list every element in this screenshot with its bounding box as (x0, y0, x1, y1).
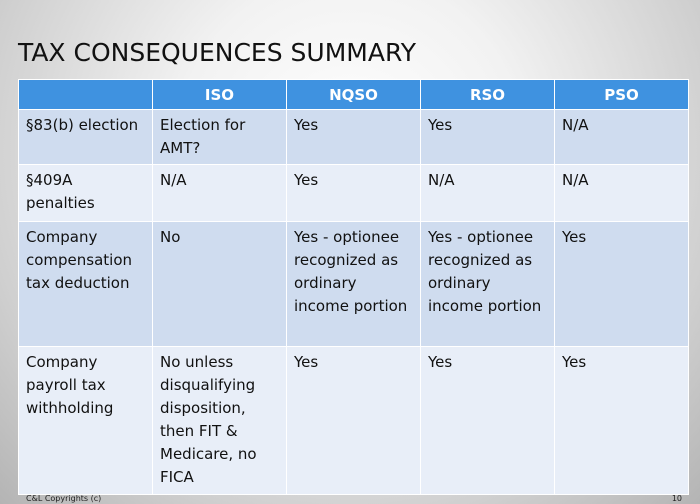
table-row (19, 110, 689, 165)
row-label: §83(b) election (19, 110, 153, 165)
table-cell: Election for AMT? (153, 110, 287, 165)
table-cell: N/A (555, 110, 689, 165)
table-row (19, 165, 689, 222)
table-cell: Yes (555, 347, 689, 495)
tax-summary-table (18, 79, 689, 495)
header-cell-rso: RSO (421, 80, 555, 110)
table-cell: Yes (287, 110, 421, 165)
table-row (19, 222, 689, 347)
header-cell-iso: ISO (153, 80, 287, 110)
header-row (19, 80, 689, 110)
header-cell-nqso: NQSO (287, 80, 421, 110)
table-cell: No unless disqualifying disposition, then FIT & Medicare, no FICA (153, 347, 287, 495)
header-cell-pso: PSO (555, 80, 689, 110)
table-cell: Yes (287, 165, 421, 222)
table-cell: Yes - optionee recognized as ordinary income portion (421, 222, 555, 347)
row-label: Company compensation tax deduction (19, 222, 153, 347)
copyright-footer: C&L Copyrights (c) (26, 494, 102, 503)
header-cell-empty (19, 80, 153, 110)
table-cell: Yes (287, 347, 421, 495)
slide-title: TAX CONSEQUENCES SUMMARY (18, 38, 416, 67)
table-cell: N/A (421, 165, 555, 222)
table-cell: N/A (555, 165, 689, 222)
table-cell: Yes (421, 347, 555, 495)
row-label: §409A penalties (19, 165, 153, 222)
row-label: Company payroll tax withholding (19, 347, 153, 495)
page-number: 10 (671, 494, 682, 503)
table-cell: No (153, 222, 287, 347)
table-cell: Yes (421, 110, 555, 165)
table-cell: N/A (153, 165, 287, 222)
table-row (19, 347, 689, 495)
table-cell: Yes (555, 222, 689, 347)
table-cell: Yes - optionee recognized as ordinary income portion (287, 222, 421, 347)
